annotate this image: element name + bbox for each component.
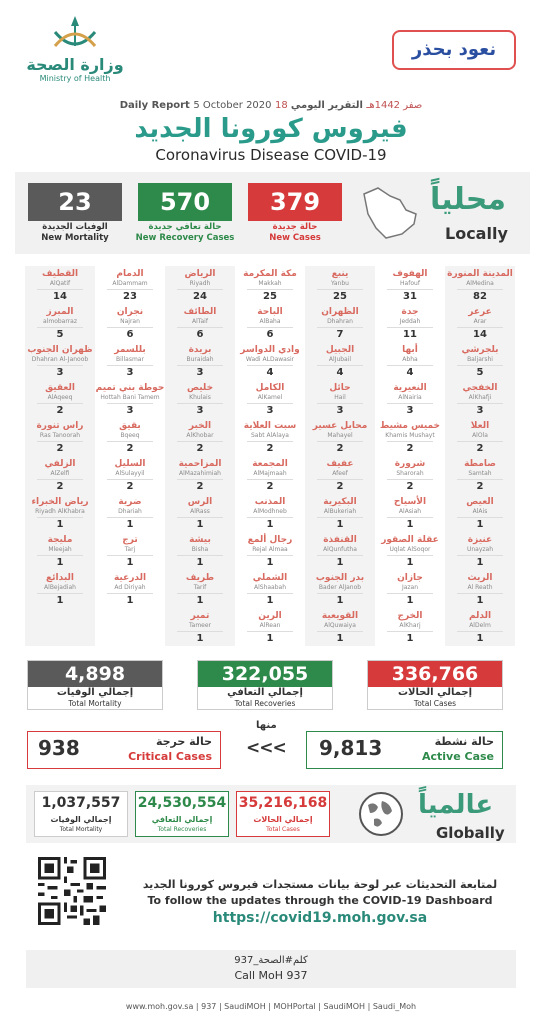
- city-case-count: 1: [177, 517, 223, 532]
- moh-logo: [20, 12, 130, 92]
- city-case-count: 5: [457, 365, 503, 380]
- global-mortality-label-en: Total Mortality: [59, 826, 103, 833]
- city-case-count: 6: [177, 327, 223, 342]
- city-case-count: 1: [387, 517, 433, 532]
- total-recoveries-value: 322,055: [198, 661, 332, 687]
- city-cell: [95, 570, 165, 614]
- new-mortality-value: 23: [28, 183, 122, 221]
- new-cases-label: [240, 222, 350, 244]
- city-case-count: 2: [37, 479, 83, 494]
- total-cases-card: [367, 660, 503, 710]
- city-name-en: Samtah: [468, 470, 492, 477]
- city-case-count: 1: [247, 631, 293, 646]
- city-name-en: AlQuwaiya: [324, 622, 356, 629]
- city-name-en: AlDelm: [469, 622, 491, 629]
- city-name-en: Rejal Almaa: [252, 546, 288, 553]
- city-name-ar: الخبر: [188, 421, 212, 431]
- city-name-ar: سبت العلاية: [243, 421, 297, 431]
- city-name-en: AlQatif: [49, 280, 71, 287]
- city-name-en: AlAsiah: [398, 508, 422, 515]
- city-name-en: Dhahran Al-Janoob: [31, 356, 89, 363]
- city-name-en: AlJubail: [328, 356, 352, 363]
- city-case-count: 4: [387, 365, 433, 380]
- city-name-ar: عنيزة: [467, 535, 493, 545]
- active-cases-value: 9,813: [319, 736, 383, 760]
- city-case-count: 4: [317, 365, 363, 380]
- city-name-ar: عقلة الصقور: [381, 535, 439, 545]
- of-which-label: منها: [256, 720, 277, 731]
- city-name-en: Yanbu: [331, 280, 349, 287]
- city-name-en: Hail: [334, 394, 346, 401]
- total-cases-value: 336,766: [368, 661, 502, 687]
- city-name-ar: البكيرية: [323, 497, 357, 507]
- city-column: [375, 266, 445, 646]
- city-name-en: Billasmar: [116, 356, 144, 363]
- city-case-count: 3: [107, 403, 153, 418]
- city-name-ar: الريث: [467, 573, 493, 583]
- city-name-en: AlBaha: [259, 318, 281, 325]
- city-name-ar: الهفوف: [392, 269, 428, 279]
- city-name-ar: الرين: [258, 611, 282, 621]
- city-case-count: 2: [317, 441, 363, 456]
- city-name-en: AlQunfutha: [323, 546, 357, 553]
- total-mortality-label-en: Total Mortality: [68, 699, 122, 708]
- campaign-logo: نعود بحذر: [392, 30, 516, 70]
- city-name-en: Sabt AlAlaya: [250, 432, 289, 439]
- city-name-ar: الشملي: [252, 573, 288, 583]
- new-recovery-label: [130, 222, 240, 244]
- global-cases-label-ar: إجمالي الحالات: [253, 815, 313, 824]
- city-name-ar: عرعر: [468, 307, 492, 317]
- city-case-count: 1: [177, 593, 223, 608]
- follow-text-en: To follow the updates through the COVID-19 Dashboard: [147, 894, 493, 907]
- city-name-en: AlAis: [472, 508, 488, 515]
- city-name-ar: نجران: [116, 307, 144, 317]
- city-name-en: Sharorah: [396, 470, 424, 477]
- total-mortality-card: [27, 660, 163, 710]
- city-case-count: 14: [457, 327, 503, 342]
- city-case-count: 1: [457, 517, 503, 532]
- city-name-ar: بدر الجنوب: [315, 573, 365, 583]
- city-name-en: Uqlat AlSoqor: [389, 546, 431, 553]
- city-name-ar: الدمام: [116, 269, 144, 279]
- city-case-count: 2: [37, 403, 83, 418]
- city-name-ar: ظهران الجنوب: [27, 345, 93, 355]
- city-case-count: 1: [177, 631, 223, 646]
- city-name-ar: المزاحمية: [178, 459, 222, 469]
- global-cases-card: [236, 791, 330, 837]
- critical-cases-label-en: Critical Cases: [128, 750, 212, 763]
- city-case-count: 4: [247, 365, 293, 380]
- city-name-en: Arar: [473, 318, 487, 325]
- city-cell: [305, 608, 375, 652]
- city-case-count: 24: [177, 289, 223, 304]
- active-cases-label-ar: حالة نشطة: [434, 735, 494, 748]
- global-recoveries-card: [135, 791, 229, 837]
- global-mortality-value: 1,037,557: [41, 795, 121, 811]
- city-case-count: 3: [317, 403, 363, 418]
- global-mortality-label-ar: إجمالي الوفيات: [50, 815, 112, 824]
- city-name-en: Bqeeq: [120, 432, 140, 439]
- total-cases-label-ar: إجمالي الحالات: [397, 687, 473, 698]
- city-case-count: 23: [107, 289, 153, 304]
- city-name-en: AlBukeriah: [323, 508, 357, 515]
- city-case-count: 1: [107, 517, 153, 532]
- new-recovery-value: 570: [138, 183, 232, 221]
- report-label-en: Daily Report: [119, 100, 190, 111]
- city-name-ar: الخرج: [397, 611, 423, 621]
- city-case-count: 6: [247, 327, 293, 342]
- city-column: [235, 266, 305, 646]
- active-cases-label-en: Active Case: [421, 750, 494, 763]
- city-case-count: 1: [177, 555, 223, 570]
- city-name-ar: العلا: [470, 421, 490, 431]
- active-cases-card: [306, 731, 503, 769]
- city-column: [95, 266, 165, 646]
- city-cell: [25, 570, 95, 614]
- city-name-en: Bisha: [191, 546, 209, 553]
- city-name-ar: الرياض: [184, 269, 216, 279]
- city-case-count: 1: [457, 593, 503, 608]
- city-column: [305, 266, 375, 646]
- page-title-en: Coronavirus Disease COVID-19: [155, 146, 387, 164]
- city-case-count: 1: [247, 593, 293, 608]
- city-name-ar: ترج: [122, 535, 138, 545]
- global-recoveries-label-en: Total Recoveries: [157, 826, 207, 833]
- city-name-en: Mahayel: [327, 432, 353, 439]
- city-name-ar: الظهران: [321, 307, 359, 317]
- city-name-en: Al Reath: [467, 584, 493, 591]
- city-name-ar: المدينة المنورة: [447, 269, 513, 279]
- city-case-count: 1: [37, 517, 83, 532]
- city-name-en: AlKhafji: [468, 394, 492, 401]
- city-name-ar: بقيق: [119, 421, 141, 431]
- city-case-count: 14: [37, 289, 83, 304]
- critical-cases-value: 938: [38, 736, 80, 760]
- call-label-ar: كلم#الصحة_937: [234, 955, 308, 966]
- city-name-en: Tarif: [193, 584, 207, 591]
- new-cases-label-en: New Cases: [269, 233, 321, 243]
- city-name-en: Unayzah: [466, 546, 494, 553]
- city-name-ar: الطائف: [183, 307, 217, 317]
- city-name-ar: مليجة: [47, 535, 73, 545]
- city-case-count: 3: [387, 403, 433, 418]
- city-case-count: 1: [107, 555, 153, 570]
- city-case-count: 1: [317, 517, 363, 532]
- city-case-count: 2: [457, 479, 503, 494]
- city-name-en: Baljarshi: [467, 356, 493, 363]
- city-case-count: 3: [247, 403, 293, 418]
- footer-social-links[interactable]: www.moh.gov.sa | 937 | SaudiMOH | MOHPortal | SaudiMOH | Saudi_Moh: [125, 1002, 417, 1011]
- city-name-ar: رجال ألمع: [247, 535, 293, 545]
- city-case-count: 1: [387, 555, 433, 570]
- global-cases-value: 35,216,168: [238, 795, 328, 811]
- total-mortality-value: 4,898: [28, 661, 162, 687]
- city-name-en: Riyadh AlKhabra: [35, 508, 85, 515]
- city-name-ar: العيص: [466, 497, 494, 507]
- city-name-ar: حوطة بني تميم: [95, 383, 165, 393]
- city-name-ar: الدرعية: [113, 573, 147, 583]
- local-title-en: Locally: [445, 224, 508, 243]
- city-name-en: AlRean: [259, 622, 281, 629]
- city-case-count: 6: [107, 327, 153, 342]
- city-cell: [235, 608, 305, 652]
- total-recoveries-label-en: Total Recoveries: [234, 699, 296, 708]
- city-name-en: Bader AlJanob: [318, 584, 362, 591]
- city-name-en: Tarj: [124, 546, 136, 553]
- local-title-ar: محلياً: [430, 182, 506, 217]
- city-case-count: 3: [177, 365, 223, 380]
- new-cases-label-ar: حالة جديدة: [272, 222, 318, 232]
- global-recoveries-label-ar: إجمالي التعافي: [151, 815, 213, 824]
- city-name-ar: الأسياح: [393, 497, 427, 507]
- city-name-en: Dhahran: [327, 318, 353, 325]
- city-name-ar: الزلفي: [44, 459, 76, 469]
- city-case-count: 2: [177, 441, 223, 456]
- city-name-ar: بريدة: [188, 345, 212, 355]
- city-name-en: Ad Diriyah: [114, 584, 146, 591]
- city-case-count: 2: [457, 441, 503, 456]
- city-name-en: AlBejadiah: [44, 584, 76, 591]
- city-name-ar: شرورة: [394, 459, 426, 469]
- city-column: [25, 266, 95, 646]
- city-case-count: 2: [387, 479, 433, 494]
- follow-text-ar: لمتابعة التحديثات عبر لوحة بيانات مستجدات فيروس كورونا الجديد: [142, 878, 498, 891]
- dashboard-link[interactable]: https://covid19.moh.gov.sa: [212, 910, 428, 926]
- city-name-en: almobarraz: [43, 318, 77, 325]
- city-case-count: 2: [107, 441, 153, 456]
- global-title-en: Globally: [436, 824, 505, 842]
- city-name-ar: بلجرشي: [461, 345, 499, 355]
- city-name-ar: القويعية: [321, 611, 359, 621]
- city-case-count: 3: [37, 365, 83, 380]
- city-name-ar: بللسمر: [114, 345, 146, 355]
- total-mortality-label-ar: إجمالي الوفيات: [56, 687, 134, 698]
- city-name-en: Mleejah: [48, 546, 72, 553]
- globe-icon: [358, 791, 404, 837]
- city-name-en: AlMedina: [466, 280, 494, 287]
- moh-emblem-icon: [45, 12, 105, 56]
- report-label-ar: التقرير اليومي: [290, 100, 363, 111]
- city-case-count: 1: [457, 631, 503, 646]
- ministry-name-ar: وزارة الصحة: [26, 55, 124, 74]
- city-case-count: 2: [177, 479, 223, 494]
- city-name-en: Afeef: [332, 470, 348, 477]
- city-name-en: Hafouf: [400, 280, 420, 287]
- city-case-count: 82: [457, 289, 503, 304]
- city-case-count: 1: [317, 593, 363, 608]
- page-title-ar: فيروس كورونا الجديد: [134, 114, 408, 144]
- city-name-ar: النعيرية: [393, 383, 427, 393]
- city-name-ar: البدائع: [46, 573, 74, 583]
- city-name-en: Buraidah: [186, 356, 214, 363]
- city-name-en: AlKhobar: [186, 432, 214, 439]
- city-name-ar: المبرز: [46, 307, 74, 317]
- city-case-count: 1: [317, 631, 363, 646]
- city-name-en: AlShaabah: [253, 584, 287, 591]
- total-recoveries-card: [197, 660, 333, 710]
- city-case-count: 1: [387, 593, 433, 608]
- new-mortality-label-ar: الوفيات الجديدة: [42, 222, 108, 232]
- city-cell: [165, 608, 235, 652]
- city-case-count: 31: [387, 289, 433, 304]
- city-name-ar: خليص: [186, 383, 214, 393]
- city-name-en: Riyadh: [189, 280, 211, 287]
- critical-cases-card: [27, 731, 221, 769]
- city-name-en: Wadi ALDawasir: [245, 356, 295, 363]
- city-name-ar: خميس مشيط: [379, 421, 441, 431]
- call-label-en: Call MoH 937: [234, 969, 308, 982]
- city-name-ar: حائل: [329, 383, 351, 393]
- global-title-ar: عالمياً: [418, 790, 494, 820]
- city-name-ar: جدة: [401, 307, 419, 317]
- city-name-ar: المذنب: [254, 497, 286, 507]
- city-name-ar: محايل عسير: [312, 421, 368, 431]
- city-name-ar: الدلم: [468, 611, 492, 621]
- city-case-count: 1: [247, 555, 293, 570]
- city-case-count: 2: [37, 441, 83, 456]
- city-name-en: Ras Tanoorah: [39, 432, 81, 439]
- city-case-count: 2: [317, 479, 363, 494]
- report-date-ar: 18 صفر 1442هـ: [275, 100, 423, 111]
- city-name-ar: جازان: [397, 573, 423, 583]
- city-case-count: 2: [387, 441, 433, 456]
- city-case-count: 2: [247, 479, 293, 494]
- city-name-ar: العقيق: [45, 383, 75, 393]
- city-name-ar: ينبع: [331, 269, 349, 279]
- city-name-ar: الكامل: [255, 383, 285, 393]
- city-case-count: 1: [457, 555, 503, 570]
- city-case-count: 3: [177, 403, 223, 418]
- city-name-ar: السليل: [114, 459, 146, 469]
- city-case-count: 1: [317, 555, 363, 570]
- city-name-en: AlZelfi: [50, 470, 70, 477]
- city-cell: [445, 608, 515, 652]
- city-name-en: AlKamel: [257, 394, 283, 401]
- city-name-en: AlOla: [472, 432, 488, 439]
- city-case-count: 2: [247, 441, 293, 456]
- city-name-ar: مكة المكرمة: [243, 269, 297, 279]
- city-case-count: 7: [317, 327, 363, 342]
- total-recoveries-label-ar: إجمالي التعافي: [227, 687, 303, 698]
- city-name-ar: الرس: [187, 497, 213, 507]
- city-name-en: AlRass: [190, 508, 210, 515]
- city-name-ar: طريف: [185, 573, 215, 583]
- total-cases-label-en: Total Cases: [413, 699, 457, 708]
- city-name-en: Jazan: [401, 584, 419, 591]
- call-panel: [26, 950, 516, 988]
- global-recoveries-value: 24,530,554: [137, 795, 227, 811]
- city-case-count: 5: [37, 327, 83, 342]
- city-name-ar: القنفذة: [323, 535, 357, 545]
- city-name-en: AlModhneb: [253, 508, 287, 515]
- arrows-icon: <<<: [246, 738, 286, 758]
- city-name-en: Khulais: [189, 394, 211, 401]
- report-line: [0, 100, 542, 111]
- city-case-count: 3: [457, 403, 503, 418]
- cities-grid: [25, 266, 515, 646]
- city-name-ar: الباحة: [257, 307, 283, 317]
- city-name-ar: تمير: [190, 611, 210, 621]
- new-cases-value: 379: [248, 183, 342, 221]
- city-name-ar: عفيف: [326, 459, 354, 469]
- city-name-en: Hottah Bani Tamem: [100, 394, 160, 401]
- global-cases-label-en: Total Cases: [266, 826, 300, 833]
- city-name-en: Jeddah: [399, 318, 421, 325]
- city-name-en: Tameer: [188, 622, 212, 629]
- city-name-en: AlAqeeq: [47, 394, 73, 401]
- new-mortality-label-en: New Mortality: [41, 233, 109, 243]
- city-name-en: Khamis Mushayt: [385, 432, 435, 439]
- city-case-count: 25: [317, 289, 363, 304]
- qr-code-icon[interactable]: [38, 857, 106, 925]
- city-case-count: 25: [247, 289, 293, 304]
- city-name-ar: أبها: [402, 345, 418, 355]
- city-name-ar: صامطة: [464, 459, 496, 469]
- city-case-count: 11: [387, 327, 433, 342]
- city-name-ar: المجمعة: [252, 459, 288, 469]
- report-date-en: 5 October 2020: [193, 100, 272, 111]
- city-name-en: AlSulayyil: [115, 470, 145, 477]
- city-name-ar: وادي الدواسر: [240, 345, 300, 355]
- city-case-count: 1: [37, 555, 83, 570]
- city-name-en: Dhariah: [118, 508, 142, 515]
- city-cell: [375, 608, 445, 652]
- city-name-ar: بيشة: [189, 535, 211, 545]
- critical-cases-label-ar: حالة حرجة: [155, 735, 212, 748]
- city-case-count: 3: [107, 365, 153, 380]
- new-recovery-label-en: New Recovery Cases: [135, 233, 235, 243]
- city-name-ar: الجبيل: [325, 345, 355, 355]
- city-name-ar: ضرية: [118, 497, 142, 507]
- city-name-en: Makkah: [258, 280, 282, 287]
- city-name-en: Abha: [402, 356, 418, 363]
- city-column: [445, 266, 515, 646]
- new-mortality-label: [20, 222, 130, 244]
- city-case-count: 1: [37, 593, 83, 608]
- city-name-ar: رياض الخبراء: [31, 497, 89, 507]
- city-name-en: AlNairia: [398, 394, 422, 401]
- city-name-en: AlMajmaah: [253, 470, 287, 477]
- city-name-en: AlTaif: [192, 318, 208, 325]
- city-case-count: 1: [247, 517, 293, 532]
- city-case-count: 1: [387, 631, 433, 646]
- city-name-en: AlDammam: [112, 280, 148, 287]
- saudi-map-icon: [356, 184, 420, 242]
- new-recovery-label-ar: حالة تعافي جديدة: [148, 222, 222, 232]
- global-mortality-card: [34, 791, 128, 837]
- city-name-en: Najran: [120, 318, 140, 325]
- city-name-ar: الخفجي: [462, 383, 498, 393]
- city-case-count: 1: [107, 593, 153, 608]
- city-case-count: 2: [107, 479, 153, 494]
- city-name-ar: القطيف: [41, 269, 79, 279]
- city-name-ar: راس تنورة: [36, 421, 84, 431]
- city-name-en: AlMazahimiah: [179, 470, 221, 477]
- city-name-en: AlKharj: [399, 622, 421, 629]
- city-column: [165, 266, 235, 646]
- ministry-name-en: Ministry of Health: [39, 74, 111, 83]
